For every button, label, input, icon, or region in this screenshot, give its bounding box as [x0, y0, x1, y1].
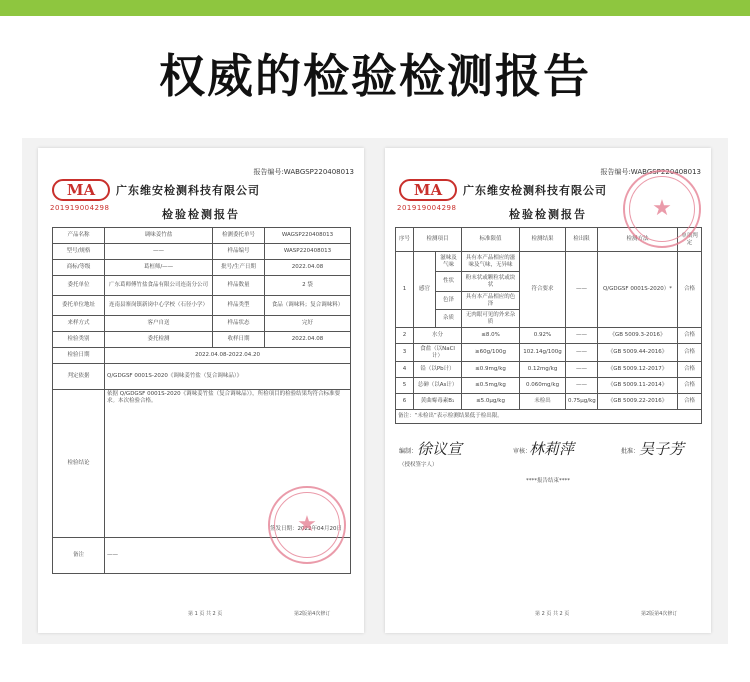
table-row: 色泽 具有本产品相应的色泽 — [396, 292, 702, 310]
authorized-signatory: （授权签字人） — [399, 462, 438, 468]
company-name: 广东维安检测科技有限公司 — [116, 184, 260, 197]
drafter-signature: 徐议宣 — [417, 440, 463, 458]
table-header-row: 序号 检测项目 标准限值 检测结果 检出限 检测方法 单项判定 — [396, 228, 702, 252]
table-row: 来样方式 客户自送 样品状态 完好 — [53, 316, 351, 332]
table-row: 检验结论 依据 Q/GDGSF 0001S-2020《调味姜竹盐（复合调味品）》，所检项目的检验结果均符合标准要求。本次检验合格。 签发日期：2022年04月20日 — [53, 390, 351, 538]
table-row: 产品名称 调味姜竹盐 检测委托单号 WAGSP220408013 — [53, 228, 351, 244]
drafter-label: 编制： — [399, 448, 418, 455]
table-row: 商标/等级 葛桓师/—— 批号/生产日期 2022.04.08 — [53, 260, 351, 276]
table-row: 备注 —— — [53, 538, 351, 574]
table-row: 备注：“未检出”表示检测结果低于检出限。 — [396, 410, 702, 424]
table-row: 性状 粉末状或颗粒状或块状 — [396, 272, 702, 292]
cma-logo-icon: MA — [399, 179, 457, 201]
reviewer-label: 审核： — [513, 448, 532, 455]
issue-date: 签发日期：2022年04月20日 — [270, 526, 342, 532]
conclusion-text: 依据 Q/GDGSF 0001S-2020《调味姜竹盐（复合调味品）》，所检项目的检验结果均符合标准要求。本次检验合格。 — [107, 391, 341, 404]
page-footer-right: 第2版第4次修订 — [641, 611, 678, 617]
report-page-1 — [38, 148, 364, 633]
cma-logo-icon: MA — [52, 179, 110, 201]
company-name: 广东维安检测科技有限公司 — [463, 184, 607, 197]
table-row: 型号/规格 —— 样品编号 WASP220408013 — [53, 244, 351, 260]
table-row: 3 食盐（以NaCl计） ≥60g/100g 102.14g/100g —— 《GB 5009.44-2016》 合格 — [396, 344, 702, 362]
table-row: 杂质 无肉眼可见的外来杂质 — [396, 310, 702, 328]
report-title: 检验检测报告 — [509, 208, 587, 221]
report-title: 检验检测报告 — [162, 208, 240, 221]
page-footer-left: 第 1 页 共 2 页 — [188, 611, 223, 617]
table-row: 判定依据 Q/GDGSF 0001S-2020《调味姜竹盐（复合调味品）》 — [53, 364, 351, 390]
page-footer-left: 第 2 页 共 2 页 — [535, 611, 570, 617]
report-number: 报告编号:WABGSP220408013 — [253, 168, 354, 176]
official-seal-icon: ★ — [623, 170, 701, 248]
table-row: 1 感官 滋味及气味 具有本产品相应的滋味及气味，无异味 符合要求 —— Q/GDGSF 0001S-2020）* 合格 — [396, 252, 702, 272]
table-row: 检验类别 委托检测 收样日期 2022.04.08 — [53, 332, 351, 348]
reviewer-signature: 林莉萍 — [529, 440, 575, 458]
table-row: 6 黄曲霉毒素B₁ ≤5.0μg/kg 未检出 0.75μg/kg 《GB 5009.22-2016》 合格 — [396, 394, 702, 410]
results-table — [395, 227, 702, 424]
page-headline: 权威的检验检测报告 — [159, 49, 591, 103]
official-seal-icon: ★ — [268, 486, 346, 564]
cma-code: 201919004298 — [397, 204, 457, 212]
table-row: 委托单位 广东葛师傅竹盐食品有限公司连南分公司 样品数量 2 袋 — [53, 276, 351, 296]
page-footer-right: 第2版第4次修订 — [294, 611, 331, 617]
table-row: 检验日期 2022.04.08-2022.04.20 — [53, 348, 351, 364]
cma-code: 201919004298 — [50, 204, 110, 212]
table-row: 委托单位地址 连南县寨岗镇新岗中心学校（石径小学） 样品类型 食品（调味料；复合调味料） — [53, 296, 351, 316]
table-row: 2 水分 ≤8.0% 0.92% —— 《GB 5009.3-2016》 合格 — [396, 328, 702, 344]
approver-label: 批准： — [621, 448, 640, 455]
approver-signature: 吴子芳 — [639, 440, 685, 458]
report-page-2 — [385, 148, 711, 633]
top-accent-bar — [0, 0, 750, 16]
table-row: 5 总砷（以As计） ≤0.5mg/kg 0.060mg/kg —— 《GB 5009.11-2014》 合格 — [396, 378, 702, 394]
report-number: 报告编号:WABGSP220408013 — [600, 168, 701, 176]
table-row: 4 铅（以Pb计） ≤0.9mg/kg 0.12mg/kg —— 《GB 5009.12-2017》 合格 — [396, 362, 702, 378]
report-end: ****报告结束**** — [525, 478, 570, 484]
